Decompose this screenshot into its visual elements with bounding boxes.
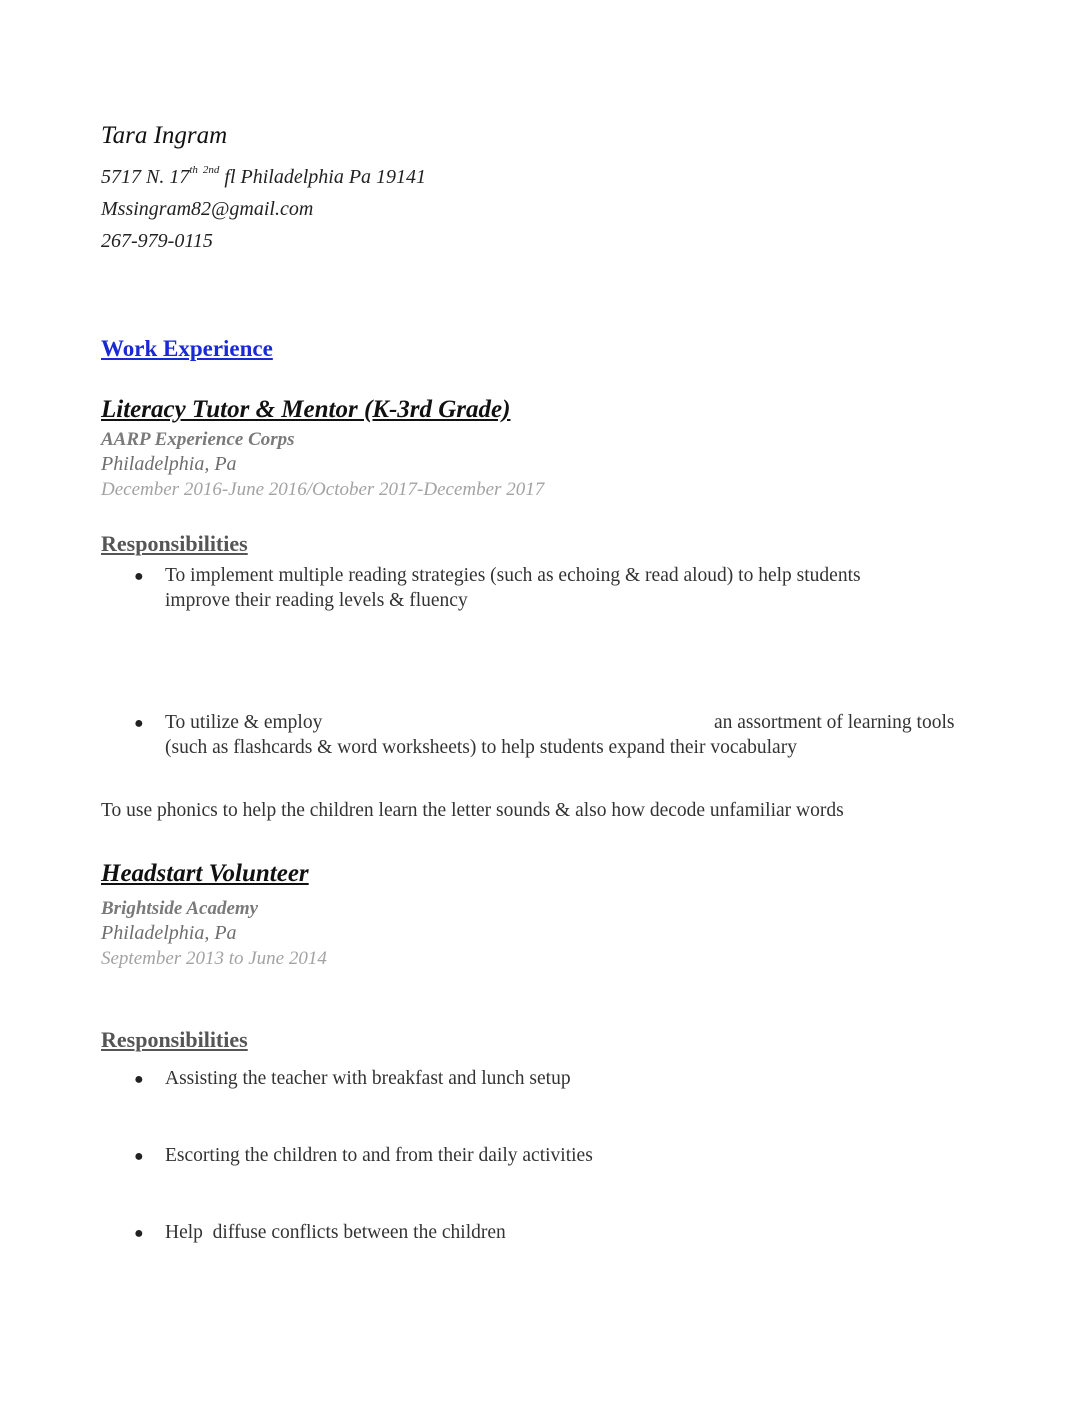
- bullet-text: To utilize & employ: [165, 712, 323, 733]
- bullet-marker: ●: [134, 568, 144, 585]
- job-organization: Brightside Academy: [101, 898, 259, 919]
- job-dates: December 2016-June 2016/October 2017-December 2017: [101, 479, 545, 500]
- job-location: Philadelphia, Pa: [101, 922, 237, 944]
- responsibility-paragraph: To use phonics to help the children learn the letter sounds & also how decode unfamiliar words: [101, 800, 844, 821]
- address-superscript-2: 2nd: [202, 164, 220, 177]
- job-title-headstart: Headstart Volunteer: [101, 860, 309, 887]
- job-organization: AARP Experience Corps: [101, 429, 295, 450]
- bullet-marker: ●: [134, 715, 144, 732]
- bullet-text: Escorting the children to and from their daily activities: [165, 1145, 593, 1166]
- job-dates: September 2013 to June 2014: [101, 948, 327, 969]
- address-number: 5717 N. 17: [101, 166, 190, 188]
- bullet-marker: ●: [134, 1148, 144, 1165]
- bullet-marker: ●: [134, 1225, 144, 1242]
- work-experience-heading[interactable]: Work Experience: [101, 336, 273, 361]
- address-rest: fl Philadelphia Pa 19141: [224, 166, 427, 188]
- responsibilities-heading: Responsibilities: [101, 531, 248, 556]
- bullet-text-continued: improve their reading levels & fluency: [165, 590, 468, 611]
- job-location: Philadelphia, Pa: [101, 453, 237, 475]
- address-superscript-1: th: [189, 164, 198, 177]
- bullet-text-continued: (such as flashcards & word worksheets) to help students expand their vocabulary: [165, 737, 797, 758]
- bullet-text: Assisting the teacher with breakfast and lunch setup: [165, 1068, 571, 1089]
- bullet-text: Help diffuse conflicts between the children: [165, 1222, 506, 1243]
- bullet-text-fragment: an assortment of learning tools: [714, 712, 955, 733]
- phone-line: 267-979-0115: [101, 230, 213, 252]
- bullet-marker: ●: [134, 1071, 144, 1088]
- applicant-name: Tara Ingram: [101, 122, 228, 149]
- job-title-literacy-tutor: Literacy Tutor & Mentor (K-3rd Grade): [101, 396, 511, 423]
- responsibilities-heading: Responsibilities: [101, 1027, 248, 1052]
- address-line: [101, 166, 426, 189]
- bullet-text: To implement multiple reading strategies (such as echoing & read aloud) to help students: [165, 565, 861, 586]
- email-line: Mssingram82@gmail.com: [101, 198, 314, 220]
